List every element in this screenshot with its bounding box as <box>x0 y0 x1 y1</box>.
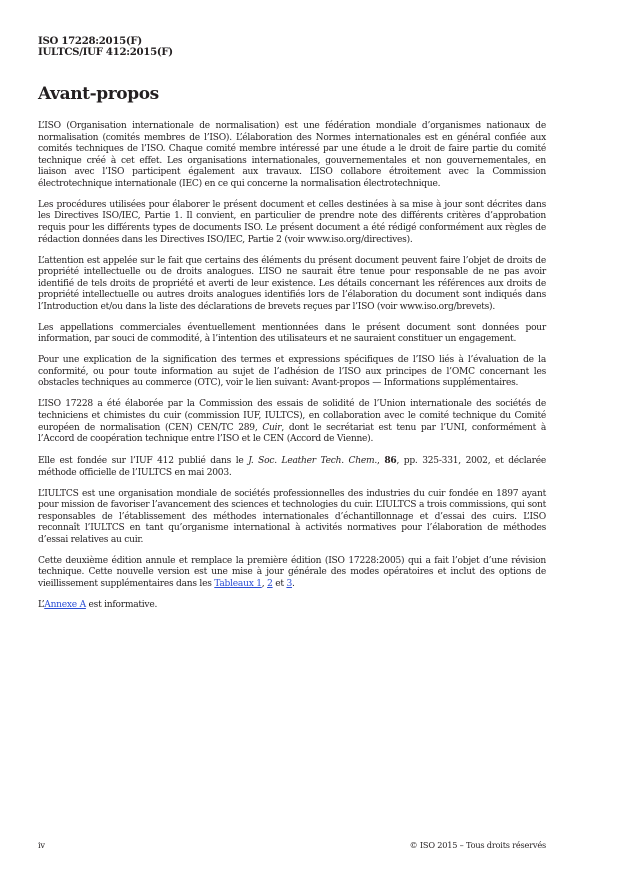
paragraph-iso-intro: L’ISO (Organisation internationale de normalisation) est une fédération mondiale d’organismes nationaux de normalisation (comités membres de l’ISO). L’élaboration des Normes internationales est en général confiée aux comités techniques de l’ISO. Chaque comité membre intéressé par une étude a le droit de faire partie du comité technique créé à cet effet. Les organisations internationales, gouvernementales et non gouvernementales, en liaison avec l’ISO participent également aux travaux. L’ISO collabore étroitement avec la Commission électrotechnique internationale (IEC) en ce qui concerne la normalisation électrotechnique. <box>38 121 546 189</box>
paragraph-annex: L’Annexe A est informative. <box>38 599 158 610</box>
paragraph-trade-names: Les appellations commerciales éventuellement mentionnées dans le présent document sont données pour information, par souci de commodité, à l’intention des utilisateurs et ne sauraient constituer un engagement. <box>38 322 546 345</box>
paragraph-patents: L’attention est appelée sur le fait que certains des éléments du présent document peuvent faire l’objet de droits de propriété intellectuelle ou de droits analogues. L’ISO ne saurait être tenue pour responsable de ne pas avoir identifié de tels droits de propriété et averti de leur existence. Les détails concernant les références aux droits de propriété intellectuelle ou autres droits analogues identifiés lors de l’élaboration du document sont indiqués dans l’Introduction et/ou dans la liste des déclarations de brevets reçues par l’ISO (voir www.iso.org/brevets). <box>38 255 546 312</box>
link-tableau-1[interactable]: Tableaux 1 <box>214 578 262 589</box>
paragraph-committee: L’ISO 17228 a été élaborée par la Commission des essais de solidité de l’Union internationale des sociétés de techniciens et chimistes du cuir (commission IUF, IULTCS), en collaboration avec le comité technique du Comité européen de normalisation (CEN) CEN/TC 289, Cuir, dont le secrétariat est tenu par l’UNI, conformément à l’Accord de coopération technique entre l’ISO et le CEN (Accord de Vienne). <box>38 399 547 445</box>
document-reference <box>38 36 173 58</box>
page-title: Avant-propos <box>38 84 159 104</box>
page-footer <box>38 840 546 850</box>
standard-number-iso: ISO 17228:2015(F) <box>38 35 142 47</box>
foreword-body <box>38 121 546 621</box>
paragraph-conformity: Pour une explication de la signification des termes et expressions spécifiques de l’ISO liés à l’évaluation de la conformité, ou pour toute information au sujet de l’adhésion de l’ISO aux principes de l’OMC concernant les obstacles techniques au commerce (OTC), voir le lien suivant: Avant-propos — Informations supplémentaires. <box>38 355 546 389</box>
paragraph-iultcs: L’IULTCS est une organisation mondiale de sociétés professionnelles des industries du cuir fondée en 1897 ayant pour mission de favoriser l’avancement des sciences et technologies du cuir. L’IULTCS a trois commissions, qui sont responsables de l’établissement des méthodes internationales d’échantillonnage et d’essai des cuirs. L’ISO reconnaît l’IULTCS en tant qu’organisme international à activités normatives pour l’élaboration de méthodes d’essai relatives au cuir. <box>38 488 546 545</box>
paragraph-edition: Cette deuxième édition annule et remplace la première édition (ISO 17228:2005) qui a fait l’objet d’une révision technique. Cette nouvelle version est une mise à jour générale des modes opératoires et inclut des options de vieillissement supplémentaires dans les Tableaux 1, 2 et 3. <box>38 555 546 589</box>
paragraph-basis: Elle est fondée sur l’IUF 412 publié dans le J. Soc. Leather Tech. Chem., 86, pp. 325-331, 2002, et déclarée méthode officielle de l’IULTCS en mai 2003. <box>38 455 546 478</box>
copyright-notice: © ISO 2015 – Tous droits réservés <box>409 840 546 850</box>
page-number: iv <box>38 840 45 850</box>
link-tableau-2[interactable]: 2 <box>267 578 273 589</box>
link-tableau-3[interactable]: 3 <box>286 578 292 589</box>
paragraph-procedures: Les procédures utilisées pour élaborer le présent document et celles destinées à sa mise à jour sont décrites dans les Directives ISO/IEC, Partie 1. Il convient, en particulier de prendre note des différents critères d’approbation requis pour les différents types de documents ISO. Le présent document a été rédigé conformément aux règles de rédaction données dans les Directives ISO/IEC, Partie 2 (voir www.iso.org/directives). <box>38 199 546 245</box>
standard-number-iultcs: IULTCS/IUF 412:2015(F) <box>38 46 173 58</box>
link-annexe-a[interactable]: Annexe A <box>44 599 86 610</box>
